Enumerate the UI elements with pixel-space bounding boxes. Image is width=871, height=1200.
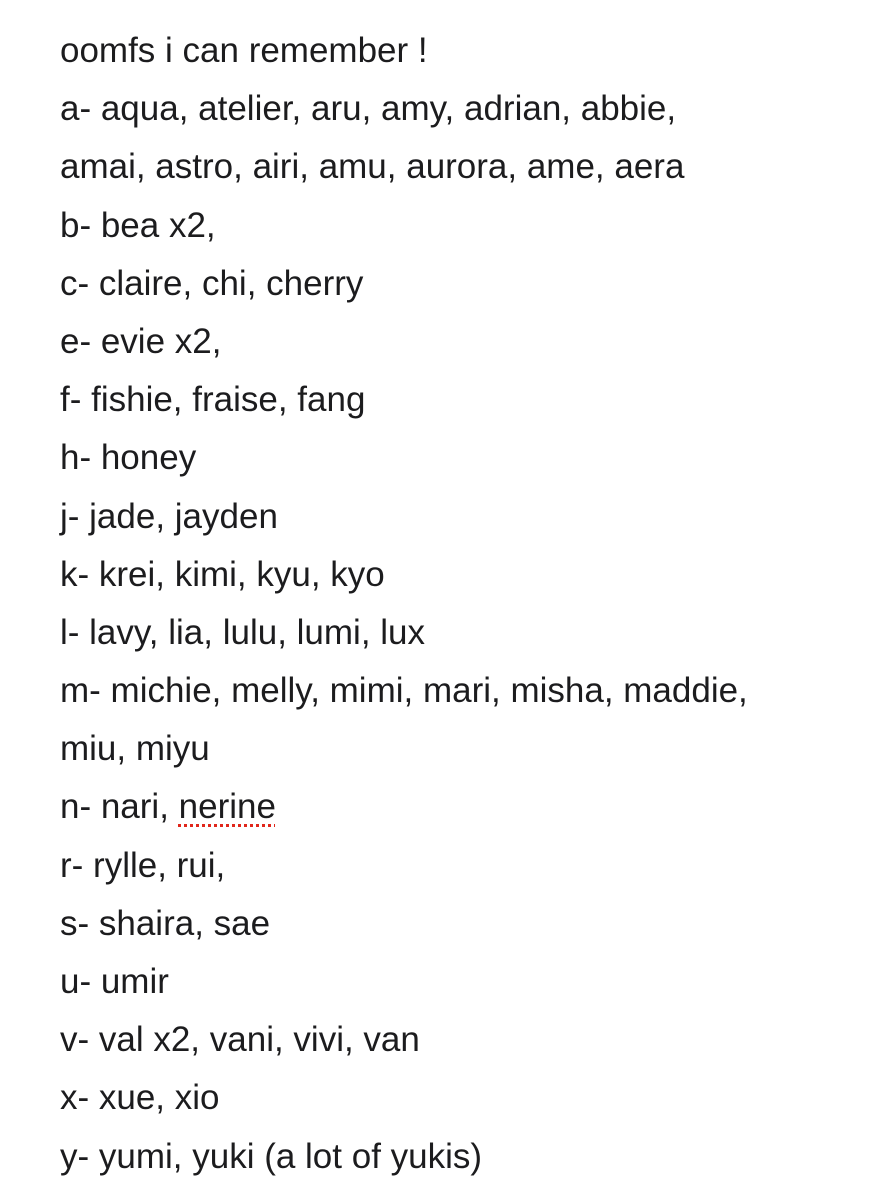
note-line-s: s- shaira, sae xyxy=(60,903,271,943)
note-line-r: r- rylle, rui, xyxy=(60,845,226,885)
note-line-l: l- lavy, lia, lulu, lumi, lux xyxy=(60,612,426,652)
note-line-n-text: n- nari, xyxy=(60,787,179,827)
note-line-j: j- jade, jayden xyxy=(60,496,278,536)
note-line-a: a- aqua, atelier, aru, amy, adrian, abbie, xyxy=(60,89,677,129)
note-line-x: x- xue, xio xyxy=(60,1078,220,1118)
note-line-y: y- yumi, yuki (a lot of yukis) xyxy=(60,1136,483,1176)
note-line-h: h- honey xyxy=(60,438,197,478)
note-line-m-continued: miu, miyu xyxy=(60,729,210,769)
note-title: oomfs i can remember ! xyxy=(60,31,428,70)
note-body[interactable] xyxy=(60,22,860,1186)
note-line-u: u- umir xyxy=(60,962,169,1001)
spellcheck-flagged-word[interactable]: nerine xyxy=(178,787,276,827)
note-line-e: e- evie x2, xyxy=(60,321,222,361)
note-line-a-continued: amai, astro, airi, amu, aurora, ame, aera xyxy=(60,147,685,187)
note-line-v: v- val x2, vani, vivi, van xyxy=(60,1020,420,1060)
note-line-n xyxy=(60,778,860,836)
note-line-f: f- fishie, fraise, fang xyxy=(60,380,366,420)
note-line-c: c- claire, chi, cherry xyxy=(60,263,364,303)
note-line-b: b- bea x2, xyxy=(60,205,216,245)
note-line-m: m- michie, melly, mimi, mari, misha, maddie, xyxy=(60,671,748,711)
note-line-k: k- krei, kimi, kyu, kyo xyxy=(60,554,385,594)
